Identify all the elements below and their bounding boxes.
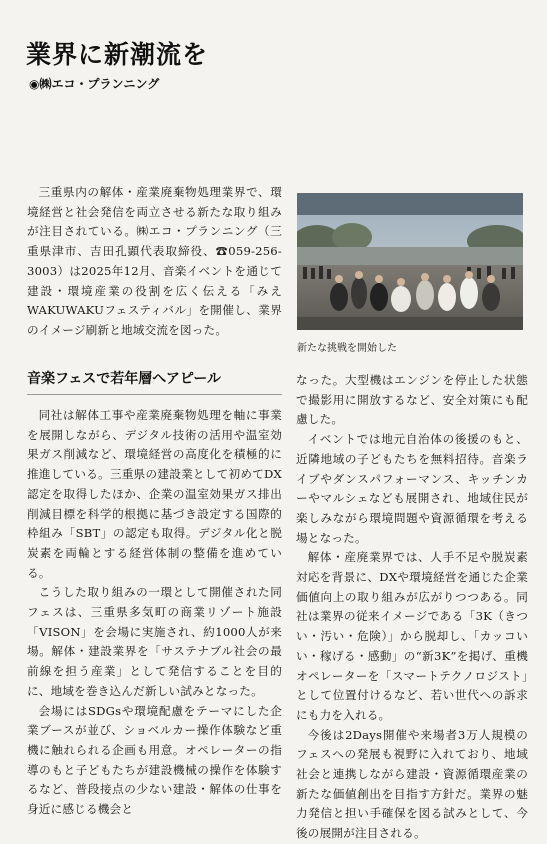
body-paragraph: 会場にはSDGsや環境配慮をテーマにした企業ブースが並び、ショベルカー操作体験など重機に触れられる企画も用意。オペレーターの指導のもと子どもたちが建設機械の操作を体験するなど、普段接点の少ない建設・解体の仕事を身近に感じる機会と: [27, 703, 282, 817]
body-paragraph: イベントでは地元自治体の後援のもと、近隣地域の子どもたちを無料招待。音楽ライブやダンスパフォーマンス、キッチンカーやマルシェなども展開され、地域住民が楽しみながら環境問題や資源循環を考える場となった。: [296, 432, 528, 545]
body-paragraph: 今後は2Days開催や来場者3万人規模のフェスへの発展も視野に入れており、地域社会と連携しながら建設・資源循環産業の新たな価値創出を目指す方針だ。業界の魅力発信と担い手確保を図る試みとして、今後の展開が注目される。: [296, 727, 528, 841]
article-byline: ◉㈱エコ・プランニング: [29, 77, 160, 91]
body-paragraph: 同社は解体工事や産業廃棄物処理を軸に事業を展開しながら、デジタル技術の活用や温室効果ガス削減など、環境経営の高度化を積極的に推進している。三重県の建設業として初めてDX認定を取得したほか、企業の温室効果ガス排出削減目標を科学的根拠に基づき設定する国際的枠組み「SBT」の認定も取得。デジタル化と脱炭素を両輪とする経営体制の整備を進めている。: [27, 408, 282, 580]
photo-caption: 新たな挑戦を開始した: [297, 343, 397, 354]
article-lead: 三重県内の解体・産業廃棄物処理業界で、環境経営と社会発信を両立させる新たな取り組みが注目されている。㈱エコ・プランニング（三重県津市、吉田孔顕代表取締役、☎059-256-3003）は2025年12月、音楽イベントを通じて建設・環境産業の役割を広く伝える「みえWAKUWAKUフェスティバル」を開催し、業界のイメージ刷新と地域交流を図った。: [27, 185, 282, 337]
event-photo-image: [297, 193, 523, 330]
event-photo: [297, 193, 523, 330]
body-paragraph: 解体・産廃業界では、人手不足や脱炭素対応を背景に、DXや環境経営を通じた企業価値向上の取り組みが広がりつつある。同社は業界の従来イメージである「3K（きつい・汚い・危険）」から脱却し、「カッコいい・稼げる・感動」の“新3K”を掲げ、重機オペレーターを「スマートテクノロジスト」として位置付けるなど、若い世代への訴求にも力を入れる。: [296, 550, 528, 722]
body-column-right: [296, 371, 528, 844]
body-paragraph: なった。大型機はエンジンを停止した状態で撮影用に開放するなど、安全対策にも配慮した。: [296, 373, 528, 427]
article-headline: 業界に新潮流を: [26, 39, 209, 69]
body-paragraph: こうした取り組みの一環として開催された同フェスは、三重県多気町の商業リゾート施設「VISON」を会場に実施され、約1000人が来場。解体・建設業界を「サステナブル社会の最前線を担う産業」として発信することを目的に、地域を巻き込んだ新しい試みとなった。: [27, 585, 282, 698]
section-heading: 音楽フェスで若年層へアピール: [27, 368, 282, 395]
body-column-left: [27, 406, 282, 820]
page-show-through: [250, 26, 540, 44]
